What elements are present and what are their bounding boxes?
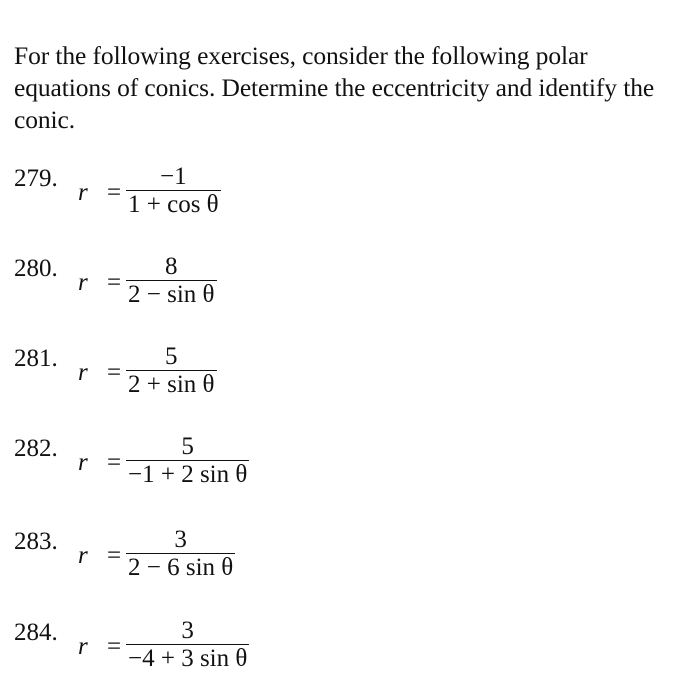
variable-r: r bbox=[78, 449, 88, 476]
denominator: 2 − sin θ bbox=[128, 281, 215, 308]
fraction bbox=[126, 527, 235, 582]
equals-sign: = bbox=[107, 633, 122, 660]
denominator: −4 + 3 sin θ bbox=[128, 645, 248, 672]
exercise-number: 284. bbox=[14, 619, 58, 646]
exercise-number: 281. bbox=[14, 345, 58, 372]
fraction bbox=[126, 254, 217, 309]
fraction bbox=[126, 434, 249, 489]
instructions-paragraph: For the following exercises, consider the following polar equations of conics. Determine the eccentricity and identify the conic. bbox=[14, 41, 655, 134]
equals-sign: = bbox=[107, 449, 122, 476]
fraction bbox=[126, 164, 221, 219]
exercise-number: 283. bbox=[14, 528, 58, 555]
denominator: 2 − 6 sin θ bbox=[128, 554, 234, 581]
exercise-number: 280. bbox=[14, 255, 58, 282]
equals-sign: = bbox=[107, 359, 122, 386]
exercise-number: 282. bbox=[14, 435, 58, 462]
equals-sign: = bbox=[107, 179, 122, 206]
variable-r: r bbox=[78, 359, 88, 386]
denominator: 1 + cos θ bbox=[128, 191, 219, 218]
numerator: 3 bbox=[181, 617, 194, 644]
equals-sign: = bbox=[107, 269, 122, 296]
denominator: 2 + sin θ bbox=[128, 371, 215, 398]
equals-sign: = bbox=[107, 542, 122, 569]
exercise-282 bbox=[14, 434, 414, 494]
variable-r: r bbox=[78, 633, 88, 660]
numerator: 8 bbox=[165, 253, 178, 280]
exercise-283 bbox=[14, 527, 414, 587]
variable-r: r bbox=[78, 269, 88, 296]
exercise-281 bbox=[14, 344, 414, 404]
numerator: −1 bbox=[160, 163, 187, 190]
numerator: 5 bbox=[181, 433, 194, 460]
exercise-280 bbox=[14, 254, 414, 314]
variable-r: r bbox=[78, 179, 88, 206]
fraction bbox=[126, 618, 249, 673]
exercise-284 bbox=[14, 618, 414, 678]
denominator: −1 + 2 sin θ bbox=[128, 461, 248, 488]
exercise-number: 279. bbox=[14, 165, 58, 192]
numerator: 3 bbox=[174, 526, 187, 553]
numerator: 5 bbox=[165, 343, 178, 370]
fraction bbox=[126, 344, 217, 399]
exercise-279 bbox=[14, 164, 414, 224]
variable-r: r bbox=[78, 542, 88, 569]
